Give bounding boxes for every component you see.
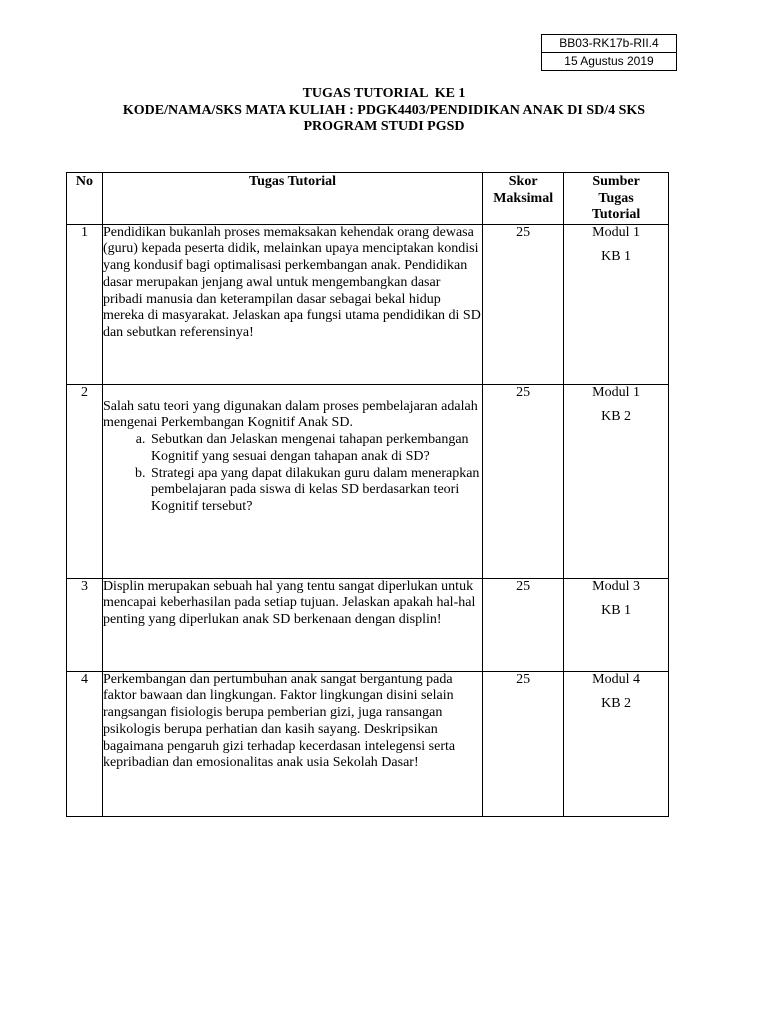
row-source [564,384,669,578]
row-module: Modul 4 [592,671,640,687]
row-score: 25 [483,384,564,578]
document-code-box [541,34,677,71]
table-header-row [67,173,669,225]
header-source-line1: Sumber [592,174,640,189]
row-task-text: Displin merupakan sebuah hal yang tentu sangat diperlukan untuk mencapai keberhasilan pada setiap tujuan. Jelaskan apakah hal-hal penting yang diperlukan anak SD berkenaan dengan displin! [102,578,482,671]
row-task-text: Perkembangan dan pertumbuhan anak sangat bergantung pada faktor bawaan dan lingkungan. Faktor lingkungan disini selain rangsangan fisiologis berupa pemberian gizi, juga ransangan psikologis berupa perhatian dan kasih sayang. Deskripsikan bagaimana pengaruh gizi terhadap kecerdasan intelegensi serta kepribadian dan emosionalitas anak usia Sekolah Dasar! [102,671,482,816]
row-task-text: Pendidikan bukanlah proses memaksakan kehendak orang dewasa (guru) kepada peserta didik, melainkan upaya menciptakan kondisi yang kondusif bagi optimalisasi perkembangan anak. Pendidikan dasar merupakan jenjang awal untuk mengembangkan dasar pribadi manusia dan keterampilan dasar sebagai bekal hidup mereka di masyarakat. Jelaskan apa fungsi utama pendidikan di SD dan sebutkan referensinya! [102,224,482,384]
table-row [67,578,669,671]
row-no: 1 [67,224,103,384]
row-no: 3 [67,578,103,671]
row-score: 25 [483,578,564,671]
row-module: Modul 1 [592,224,640,240]
header-source-line2: Tugas [598,190,634,206]
row-source [564,578,669,671]
subtask-item: b. Strategi apa yang dapat dilakukan guru dalam menerapkan pembelajaran pada siswa di kelas SD berdasarkan teori Kognitif tersebut? [149,466,482,516]
row-score: 25 [483,671,564,816]
header-no: No [67,173,103,225]
header-score-line2: Maksimal [493,190,554,206]
row-kb: KB 1 [601,249,632,265]
document-header [0,86,768,136]
course-title: KODE/NAMA/SKS MATA KULIAH : PDGK4403/PENDIDIKAN ANAK DI SD/4 SKS [122,102,646,118]
table-row [67,224,669,384]
tutorial-task-table [66,172,669,817]
row-module: Modul 3 [592,578,640,594]
row-kb: KB 1 [601,603,632,619]
row-task [102,384,482,578]
document-code: BB03-RK17b-RII.4 [559,36,659,50]
row-kb: KB 2 [601,696,632,712]
subtask-list [103,432,482,516]
subtask-item: a. Sebutkan dan Jelaskan mengenai tahapan perkembangan Kognitif yang sesuai dengan tahapan anak di SD? [149,432,482,466]
row-no: 2 [67,384,103,578]
row-module: Modul 1 [592,384,640,400]
header-score [483,173,564,225]
program-title: PROGRAM STUDI PGSD [303,119,465,134]
row-task-text: Salah satu teori yang digunakan dalam proses pembelajaran adalah mengenai Perkembangan Kognitif Anak SD. [102,398,478,431]
header-score-line1: Skor [508,174,538,189]
document-title: TUGAS TUTORIAL KE 1 [302,86,466,101]
row-kb: KB 2 [601,409,632,425]
header-source-line3: Tutorial [591,207,641,222]
row-source [564,224,669,384]
header-task: Tugas Tutorial [102,173,482,225]
table-row [67,384,669,578]
header-source [564,173,669,225]
row-source [564,671,669,816]
row-no: 4 [67,671,103,816]
document-date: 15 Agustus 2019 [542,52,676,70]
row-score: 25 [483,224,564,384]
table-row [67,671,669,816]
